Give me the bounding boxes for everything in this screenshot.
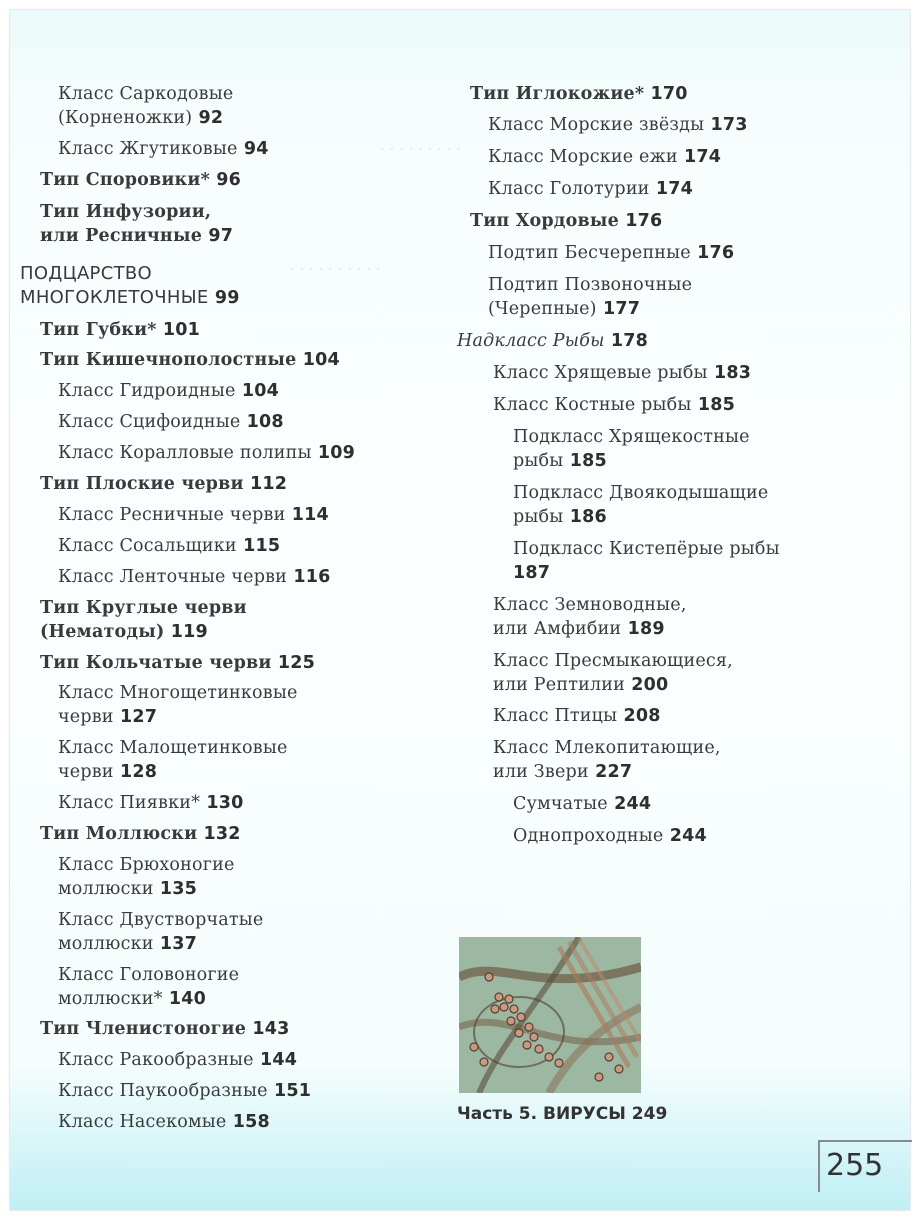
toc-page-number: 208	[617, 706, 661, 726]
toc-entry	[58, 137, 269, 161]
toc-entry-title: ПОДЦАРСТВО	[20, 263, 152, 284]
toc-entry	[493, 393, 735, 417]
toc-entry	[58, 379, 279, 403]
toc-page-number: 101	[156, 320, 201, 340]
show-through-text: · · · · · · · · · ·	[290, 260, 381, 278]
toc-entry-title: Класс Сцифоидные	[58, 412, 241, 432]
toc-entry	[493, 704, 661, 728]
toc-entry-line	[58, 82, 233, 106]
toc-entry-title: (Нематоды)	[40, 622, 165, 642]
toc-entry-title: Класс Морские звёзды	[488, 115, 705, 135]
toc-page-number: 112	[243, 474, 288, 494]
toc-entry	[40, 651, 315, 675]
toc-entry-line	[513, 505, 768, 529]
toc-page-number: 104	[296, 350, 340, 370]
toc-page-number: 137	[153, 934, 198, 954]
toc-entry-line	[58, 705, 298, 729]
toc-entry	[20, 262, 240, 310]
toc-page-number: 108	[240, 412, 284, 432]
toc-entry	[488, 113, 748, 137]
toc-entry-line	[513, 824, 707, 848]
toc-entry-line	[58, 963, 239, 987]
toc-entry-title: Класс Насекомые	[58, 1112, 227, 1132]
toc-entry-line	[58, 1110, 270, 1134]
toc-entry-line	[58, 565, 330, 589]
toc-entry-line	[457, 329, 648, 353]
toc-page-number: 135	[153, 879, 198, 899]
toc-page-number: 174	[677, 147, 722, 167]
toc-entry-line	[488, 241, 734, 265]
toc-entry-line	[40, 1017, 289, 1041]
toc-entry-title: Класс Пиявки*	[58, 793, 201, 813]
toc-entry-title: или Звери	[493, 762, 589, 782]
toc-page-number: 244	[607, 794, 652, 814]
toc-page-number: 173	[704, 115, 748, 135]
toc-entry-line	[58, 908, 263, 932]
toc-page-number: 132	[197, 824, 241, 844]
toc-entry-line	[493, 393, 735, 417]
toc-entry-title: черви	[58, 762, 114, 782]
toc-entry-line	[58, 379, 279, 403]
toc-entry-line	[493, 617, 687, 641]
toc-entry	[58, 441, 355, 465]
toc-entry-line	[493, 760, 721, 784]
toc-page-number: 183	[707, 363, 752, 383]
toc-entry-title: Сумчатые	[513, 794, 608, 814]
toc-page-number: 176	[618, 211, 663, 231]
toc-entry	[58, 534, 280, 558]
toc-entry-line	[58, 410, 284, 434]
toc-page-number: 177	[596, 299, 641, 319]
toc-entry-title: Класс Сосальщики	[58, 536, 237, 556]
toc-entry-line	[58, 137, 269, 161]
toc-page-number: 109	[311, 443, 356, 463]
toc-entry-title: Класс Хрящевые рыбы	[493, 363, 708, 383]
chapter-prefix: Часть 5.	[457, 1104, 538, 1124]
toc-page-number: 186	[563, 507, 607, 527]
toc-entry-line	[40, 318, 200, 342]
toc-entry-line	[58, 681, 298, 705]
toc-entry-title: Надкласс Рыбы	[457, 331, 605, 351]
toc-entry-title: (Черепные)	[488, 299, 597, 319]
toc-entry	[493, 593, 687, 641]
toc-entry-line	[40, 224, 233, 248]
toc-entry-line	[58, 503, 329, 527]
toc-entry	[40, 1017, 289, 1041]
toc-entry-title: Тип Иглокожие*	[470, 84, 645, 104]
toc-entry-title: Класс Паукообразные	[58, 1081, 268, 1101]
toc-entry-line	[20, 286, 240, 310]
toc-entry-line	[58, 853, 235, 877]
toc-page-number: 104	[235, 381, 280, 401]
toc-entry-line	[488, 113, 748, 137]
toc-page-number: 92	[192, 108, 224, 128]
toc-entry-title: Тип Инфузории,	[40, 202, 212, 222]
toc-entry	[58, 908, 263, 956]
toc-entry	[40, 200, 233, 248]
toc-entry	[470, 82, 688, 106]
toc-entry-title: Тип Губки*	[40, 320, 157, 340]
toc-entry	[40, 822, 241, 846]
toc-entry-title: Подтип Бесчерепные	[488, 243, 691, 263]
toc-entry-title: Подкласс Двоякодышащие	[513, 483, 769, 503]
toc-entry-line	[58, 736, 288, 760]
toc-entry	[58, 963, 239, 1011]
toc-page-number: 127	[113, 707, 158, 727]
toc-page-number: 130	[200, 793, 244, 813]
toc-entry-title: рыбы	[513, 507, 564, 527]
toc-entry-line	[58, 791, 243, 815]
toc-entry	[58, 565, 330, 589]
toc-entry	[493, 361, 751, 385]
toc-entry-title: Класс Брюхоногие	[58, 855, 235, 875]
toc-entry-line	[40, 472, 287, 496]
toc-entry	[40, 348, 340, 372]
micrograph-image	[459, 937, 641, 1093]
toc-entry-title: моллюски	[58, 879, 154, 899]
page-number: 255	[826, 1148, 884, 1183]
toc-page-number: 189	[621, 619, 665, 639]
toc-entry-title: Однопроходные	[513, 826, 664, 846]
toc-entry-title: Класс Саркодовые	[58, 84, 234, 104]
toc-entry-title: Класс Коралловые полипы	[58, 443, 312, 463]
toc-entry-title: Класс Малощетинковые	[58, 738, 288, 758]
chapter-page-number: 249	[631, 1104, 668, 1124]
toc-page-number: 178	[604, 331, 648, 351]
toc-entry	[58, 681, 298, 729]
virus-micrograph-illustration	[459, 937, 641, 1093]
toc-entry-title: Тип Моллюски	[40, 824, 198, 844]
toc-entry-line	[513, 792, 651, 816]
toc-entry	[40, 472, 287, 496]
toc-entry-title: Класс Жгутиковые	[58, 139, 238, 159]
toc-entry-title: Класс Головоногие	[58, 965, 240, 985]
toc-entry-line	[58, 760, 288, 784]
toc-entry-title: МНОГОКЛЕТОЧНЫЕ	[20, 287, 209, 308]
toc-entry	[40, 168, 241, 192]
toc-entry	[513, 481, 768, 529]
toc-entry-title: Класс Земноводные,	[493, 595, 687, 615]
toc-entry-line	[58, 932, 263, 956]
toc-entry-line	[493, 649, 733, 673]
toc-entry-line	[493, 704, 661, 728]
toc-page-number: 174	[649, 179, 693, 199]
toc-page-number: 144	[253, 1050, 298, 1070]
toc-entry-line	[58, 441, 355, 465]
toc-page-number: 244	[663, 826, 707, 846]
toc-entry-line	[40, 168, 241, 192]
toc-entry-line	[493, 593, 687, 617]
toc-entry-title: (Корненожки)	[58, 108, 193, 128]
toc-entry	[488, 241, 734, 265]
toc-entry-title: Тип Кишечнополостные	[40, 350, 297, 370]
toc-entry-line	[513, 425, 750, 449]
toc-entry-title: Тип Хордовые	[470, 211, 619, 231]
toc-entry-title: Класс Двустворчатые	[58, 910, 264, 930]
toc-entry-title: черви	[58, 707, 114, 727]
toc-entry-title: Класс Ленточные черви	[58, 567, 288, 587]
toc-entry	[40, 318, 200, 342]
toc-entry	[488, 145, 721, 169]
toc-entry-line	[513, 449, 750, 473]
toc-entry	[58, 503, 329, 527]
toc-entry-title: моллюски	[58, 934, 154, 954]
toc-page-number: 185	[563, 451, 607, 471]
toc-entry-line	[488, 273, 692, 297]
toc-entry-title: Класс Птицы	[493, 706, 618, 726]
toc-page-number: 187	[513, 563, 551, 583]
toc-entry-title: Тип Споровики*	[40, 170, 210, 190]
show-through-text: · · · · · · · · ·	[380, 140, 462, 158]
toc-entry-title: Класс Костные рыбы	[493, 395, 692, 415]
toc-entry-title: Класс Гидроидные	[58, 381, 236, 401]
toc-entry	[58, 82, 233, 130]
toc-page-number: 200	[625, 675, 669, 695]
toc-page-number: 128	[113, 762, 158, 782]
toc-entry	[493, 736, 721, 784]
toc-entry-title: Тип Кольчатые черви	[40, 653, 272, 673]
toc-entry-line	[58, 1079, 311, 1103]
toc-entry-title: Тип Круглые черви	[40, 598, 247, 618]
toc-entry	[58, 410, 284, 434]
toc-entry-line	[20, 262, 240, 286]
toc-entry	[513, 425, 750, 473]
toc-entry-line	[40, 620, 247, 644]
toc-entry-line	[40, 348, 340, 372]
toc-entry-title: Тип Плоские черви	[40, 474, 244, 494]
toc-page-number: 115	[236, 536, 281, 556]
toc-entry	[488, 273, 692, 321]
toc-entry-title: или Ресничные	[40, 226, 203, 246]
toc-entry-line	[488, 177, 693, 201]
toc-page-number: 97	[202, 226, 234, 246]
toc-entry-title: Класс Морские ежи	[488, 147, 678, 167]
toc-entry	[58, 1110, 270, 1134]
toc-entry-title: Класс Ресничные черви	[58, 505, 286, 525]
toc-page-number: 94	[237, 139, 269, 159]
toc-entry	[58, 736, 288, 784]
toc-entry-line	[470, 209, 662, 233]
toc-page-number: 96	[209, 170, 241, 190]
toc-entry-line	[58, 987, 239, 1011]
toc-entry-title: моллюски*	[58, 989, 163, 1009]
toc-entry-line	[40, 651, 315, 675]
toc-entry-title: или Амфибии	[493, 619, 622, 639]
toc-page-number: 151	[267, 1081, 312, 1101]
chapter-heading-viruses	[457, 1104, 667, 1124]
toc-entry-line	[513, 481, 768, 505]
toc-entry-title: Подтип Позвоночные	[488, 275, 693, 295]
toc-entry-line	[470, 82, 688, 106]
toc-entry-line	[513, 561, 780, 585]
toc-entry-title: или Рептилии	[493, 675, 625, 695]
toc-entry-line	[40, 822, 241, 846]
chapter-title: ВИРУСЫ	[543, 1104, 626, 1124]
toc-entry-title: Класс Пресмыкающиеся,	[493, 651, 733, 671]
toc-page-number: 176	[690, 243, 735, 263]
toc-entry-title: Подкласс Кистепёрые рыбы	[513, 539, 780, 559]
toc-page-number: 227	[588, 762, 633, 782]
toc-page-number: 119	[164, 622, 208, 642]
toc-entry-line	[58, 877, 235, 901]
toc-entry	[513, 792, 651, 816]
toc-entry-line	[58, 534, 280, 558]
toc-page-number: 99	[208, 288, 240, 308]
toc-entry-line	[493, 736, 721, 760]
toc-entry-line	[493, 673, 733, 697]
toc-entry-title: Класс Голотурии	[488, 179, 650, 199]
toc-entry-line	[40, 200, 233, 224]
toc-entry	[40, 596, 247, 644]
toc-entry	[58, 1048, 297, 1072]
toc-entry-title: рыбы	[513, 451, 564, 471]
toc-entry-line	[493, 361, 751, 385]
toc-entry-line	[40, 596, 247, 620]
toc-entry	[58, 1079, 311, 1103]
toc-entry	[58, 791, 243, 815]
toc-entry-title: Класс Млекопитающие,	[493, 738, 721, 758]
toc-entry-title: Класс Многощетинковые	[58, 683, 298, 703]
toc-entry	[488, 177, 693, 201]
toc-page-number: 170	[644, 84, 688, 104]
toc-entry	[513, 537, 780, 585]
toc-page-number: 116	[287, 567, 331, 587]
toc-entry	[58, 853, 235, 901]
toc-entry-line	[513, 537, 780, 561]
toc-page-number: 185	[691, 395, 735, 415]
toc-entry-line	[488, 145, 721, 169]
toc-entry	[513, 824, 707, 848]
toc-entry-title: Подкласс Хрящекостные	[513, 427, 750, 447]
toc-entry-line	[58, 106, 233, 130]
toc-entry	[470, 209, 662, 233]
toc-entry-line	[488, 297, 692, 321]
toc-page-number: 158	[226, 1112, 270, 1132]
toc-page-number: 140	[162, 989, 207, 1009]
toc-page-number: 143	[246, 1019, 290, 1039]
toc-page-number: 125	[271, 653, 316, 673]
toc-entry-title: Тип Членистоногие	[40, 1019, 247, 1039]
toc-page-number: 114	[285, 505, 329, 525]
toc-entry	[493, 649, 733, 697]
toc-entry-title: Класс Ракообразные	[58, 1050, 254, 1070]
book-page	[10, 10, 910, 1210]
toc-entry-line	[58, 1048, 297, 1072]
toc-entry	[457, 329, 648, 353]
